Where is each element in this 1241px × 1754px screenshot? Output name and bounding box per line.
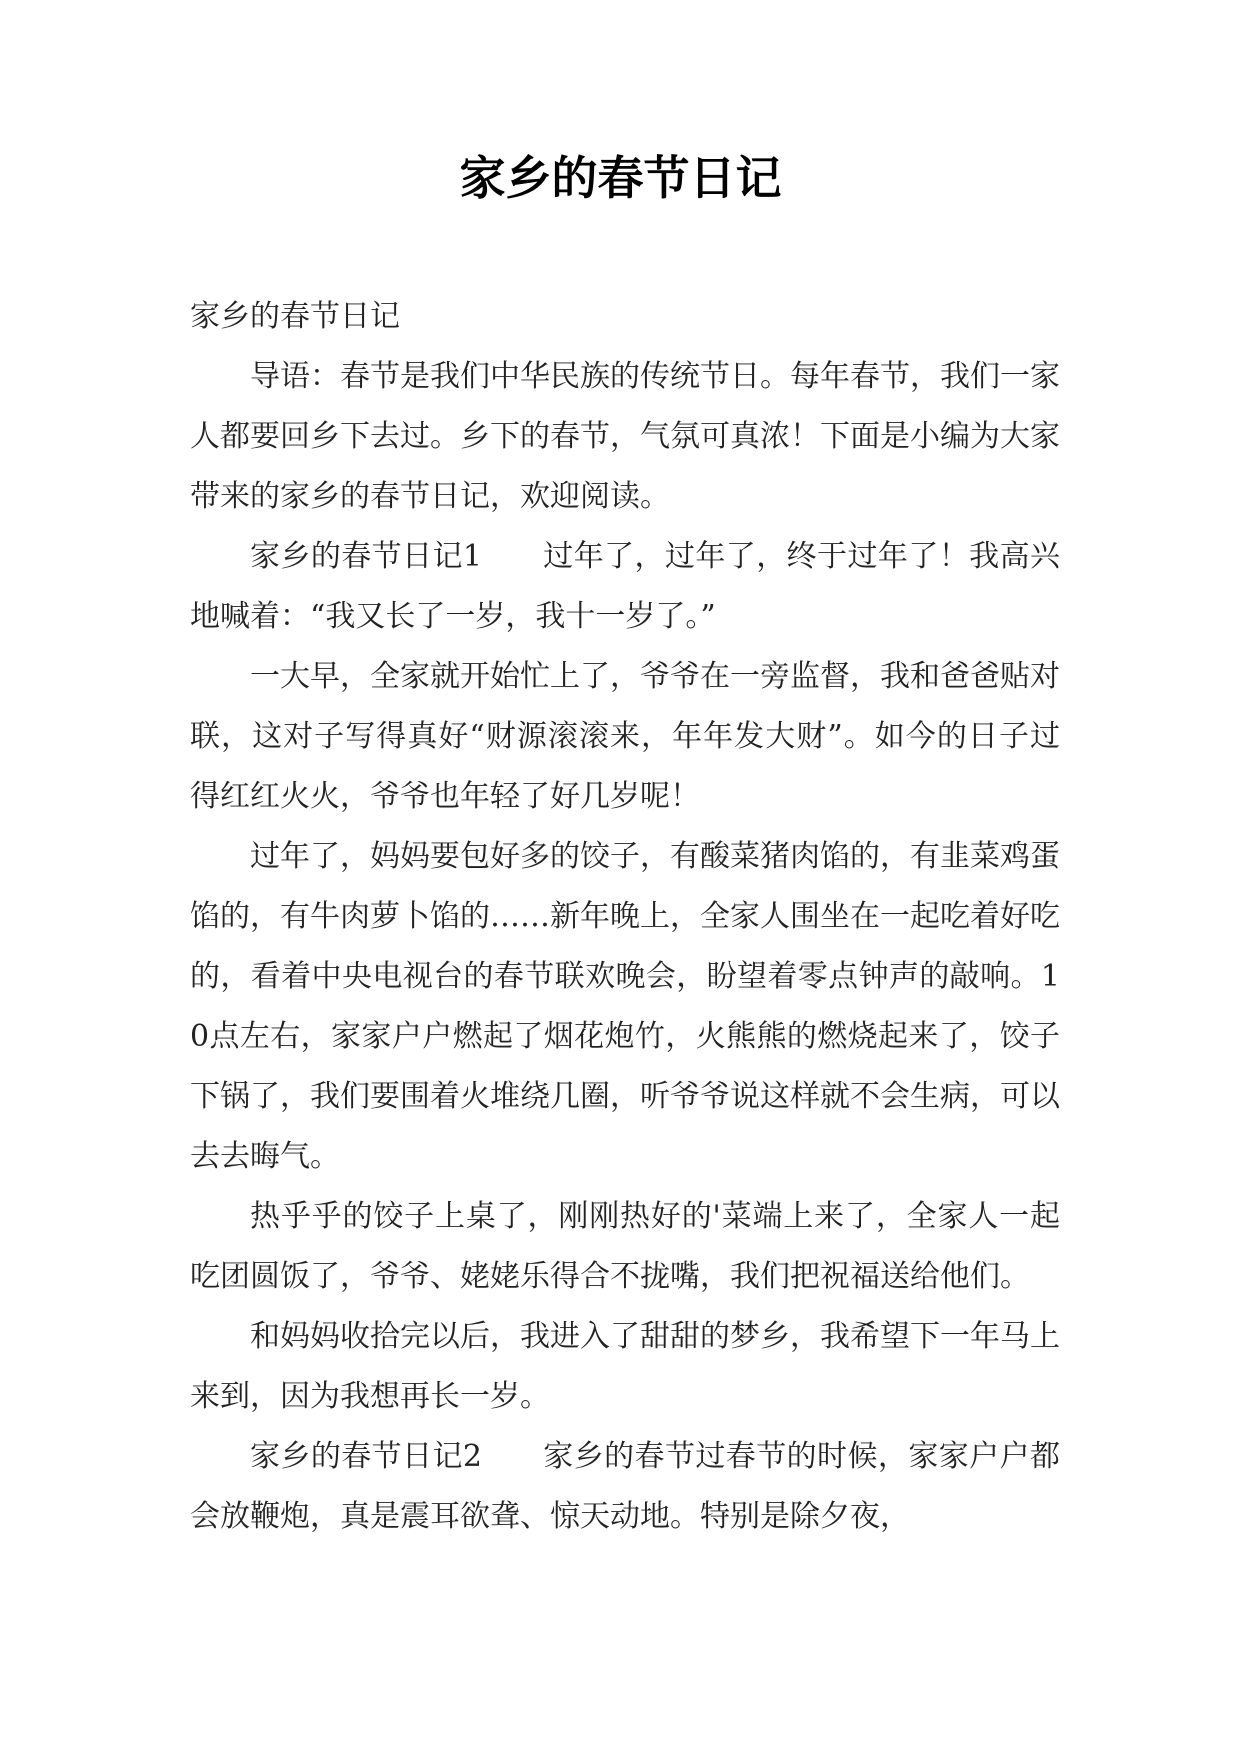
body-paragraph: 和妈妈收拾完以后，我进入了甜甜的梦乡，我希望下一年马上来到，因为我想再长一岁。 (190, 1319, 1060, 1414)
diary-1-paragraph: 家乡的春节日记1 过年了，过年了，终于过年了！我高兴地喊着：“我又长了一岁，我十一岁了。” (190, 539, 1060, 634)
intro-paragraph: 导语：春节是我们中华民族的传统节日。每年春节，我们一家人都要回乡下去过。乡下的春节，气氛可真浓！下面是小编为大家带来的家乡的春节日记，欢迎阅读。 (190, 359, 1060, 514)
subtitle-paragraph: 家乡的春节日记 (190, 299, 400, 334)
body-paragraph: 一大早，全家就开始忙上了，爷爷在一旁监督，我和爸爸贴对联，这对子写得真好“财源滚滚来，年年发大财”。如今的日子过得红红火火，爷爷也年轻了好几岁呢！ (190, 659, 1060, 814)
body-paragraph: 过年了，妈妈要包好多的饺子，有酸菜猪肉馅的，有韭菜鸡蛋馅的，有牛肉萝卜馅的……新年晚上，全家人围坐在一起吃着好吃的，看着中央电视台的春节联欢晚会，盼望着零点钟声的敲响。10点左右，家家户户燃起了烟花炮竹，火熊熊的燃烧起来了，饺子下锅了，我们要围着火堆绕几圈，听爷爷说这样就不会生病，可以去去晦气。 (190, 839, 1060, 1174)
document-title: 家乡的春节日记 (459, 151, 782, 205)
body-paragraph: 热乎乎的饺子上桌了，刚刚热好的'菜端上来了，全家人一起吃团圆饭了，爷爷、姥姥乐得合不拢嘴，我们把祝福送给他们。 (190, 1199, 1060, 1294)
document-body (190, 287, 1060, 1547)
diary-2-paragraph: 家乡的春节日记2 家乡的春节过春节的时候，家家户户都会放鞭炮，真是震耳欲聋、惊天动地。特别是除夕夜， (190, 1439, 1060, 1534)
